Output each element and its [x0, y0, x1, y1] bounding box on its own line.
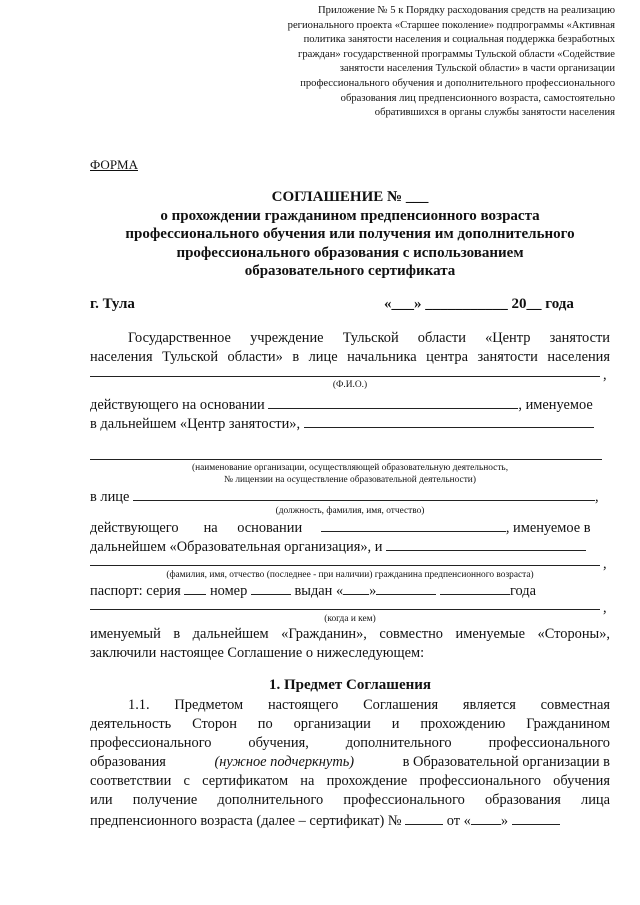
basis-blank[interactable]	[268, 394, 518, 409]
caption-citizen: (фамилия, имя, отчество (последнее - при наличии) гражданина предпенсионного возраста)	[166, 570, 534, 580]
appendix-note	[270, 4, 615, 121]
appendix-line: политика занятости населения и социальная поддержка безработных	[303, 34, 615, 46]
appendix-line: занятости населения Тульской области» в части организации	[339, 63, 615, 75]
hereafter-org-line	[90, 536, 610, 556]
certificate-number-blank[interactable]	[405, 810, 443, 825]
section-1-note: (нужное подчеркнуть)	[214, 754, 355, 770]
fio-blank[interactable]	[90, 376, 600, 377]
caption-issued: (когда и кем)	[324, 614, 376, 624]
section-1-line-6: или получение дополнительного профессионального образования лица	[90, 792, 610, 808]
basis2-line	[90, 517, 610, 537]
passport-issued-label: выдан «	[294, 583, 344, 599]
issued-by-blank[interactable]	[90, 609, 600, 610]
caption-org-2: № лицензии на осуществление образовательной деятельности)	[224, 475, 476, 485]
comma: ,	[603, 600, 607, 616]
section-1-line-7	[90, 810, 610, 830]
caption-org-1: (наименование организации, осуществляющей образовательную деятельность,	[191, 463, 509, 473]
in-person-text: в лице	[90, 489, 130, 505]
passport-series-label: паспорт: серия	[90, 583, 181, 599]
appendix-line: образования лиц предпенсионного возраста, самостоятельно	[340, 92, 615, 104]
section-1-line-2: деятельность Сторон по организации и прохождению Гражданином	[90, 716, 610, 732]
title-line: о прохождении гражданином предпенсионного возраста	[160, 207, 540, 224]
basis2-text-b: на	[203, 520, 218, 536]
section-1-line-4	[90, 753, 610, 771]
appendix-line: граждан» государственной программы Тульской области «Содействие	[298, 48, 615, 60]
title-line: профессионального обучения или получения им дополнительного	[125, 226, 575, 242]
passport-year-label: года	[509, 583, 537, 599]
comma: ,	[603, 367, 607, 383]
basis-line	[90, 394, 610, 414]
passport-line	[90, 580, 610, 600]
section-1-text: в Образовательной организации в	[402, 754, 610, 770]
basis2-text-a: действующего	[90, 520, 179, 536]
title-line: профессионального образования с использованием	[176, 244, 524, 261]
concluded-line: заключили настоящее Соглашение о нижеследующем:	[90, 645, 425, 661]
appendix-line: регионального проекта «Старшее поколение» подпрограммы «Активная	[287, 19, 615, 31]
hereafter-org-text: дальнейшем «Образовательная организация», и	[90, 539, 383, 555]
section-1-line-3: профессионального обучения, дополнительного профессионального	[90, 735, 610, 751]
certificate-month-blank[interactable]	[512, 810, 560, 825]
appendix-line: обратившихся в органы службы занятости населения	[374, 107, 615, 119]
appendix-line: Приложение № 5 к Порядку расходования средств на реализацию	[318, 5, 615, 16]
org-blank[interactable]	[90, 459, 602, 460]
citizen-blank[interactable]	[90, 565, 600, 566]
passport-number-blank[interactable]	[251, 580, 291, 595]
certificate-day-blank[interactable]	[471, 810, 501, 825]
named-text: , именуемое	[518, 397, 593, 413]
named-text-2: , именуемое в	[505, 520, 591, 536]
passport-quote: »	[369, 583, 377, 599]
section-1-text: предпенсионного возраста (далее – сертификат) №	[90, 813, 402, 829]
issued-day-blank[interactable]	[343, 580, 369, 595]
citizen-blank-a[interactable]	[386, 536, 586, 551]
person-blank[interactable]	[133, 486, 595, 501]
issued-month-blank[interactable]	[376, 580, 436, 595]
section-1-text: от «	[446, 813, 471, 829]
section-1-heading: 1. Предмет Соглашения	[268, 677, 432, 693]
issued-year-blank[interactable]	[440, 580, 510, 595]
agreement-date: «___» ___________ 20__ года	[384, 296, 574, 312]
basis-text: действующего на основании	[90, 397, 265, 413]
basis2-text-c: основании	[237, 520, 303, 536]
section-1-text: образования	[90, 754, 166, 770]
caption-position: (должность, фамилия, имя, отчество)	[275, 506, 425, 516]
intro-line-2: населения Тульской области» в лице начальника центра занятости населения	[90, 349, 610, 365]
appendix-line: профессионального обучения и дополнительного профессионального	[300, 77, 615, 89]
caption-fio: (Ф.И.О.)	[332, 380, 368, 390]
basis2-blank[interactable]	[321, 517, 506, 532]
passport-series-blank[interactable]	[184, 580, 206, 595]
section-1-line-5: соответствии с сертификатом на прохождение профессионального обучения	[90, 773, 610, 789]
form-label: ФОРМА	[90, 157, 138, 172]
hereafter-center-text: в дальнейшем «Центр занятости»,	[90, 416, 301, 432]
comma: ,	[594, 489, 599, 505]
named-line: именуемый в дальнейшем «Гражданин», совместно именуемые «Стороны»,	[90, 626, 610, 642]
hereafter-center-line	[90, 413, 610, 433]
passport-number-label: номер	[209, 583, 248, 599]
in-person-line	[90, 486, 610, 506]
title-line: образовательного сертификата	[244, 263, 456, 279]
agreement-title	[90, 188, 610, 281]
intro-line-1: Государственное учреждение Тульской области «Центр занятости	[128, 330, 610, 346]
section-1-text: »	[500, 813, 509, 829]
city: г. Тула	[90, 296, 135, 312]
title-line: СОГЛАШЕНИЕ № ___	[271, 189, 429, 205]
section-1-line-1: 1.1. Предметом настоящего Соглашения является совместная	[128, 697, 610, 713]
center-blank[interactable]	[304, 413, 594, 428]
comma: ,	[603, 556, 607, 572]
